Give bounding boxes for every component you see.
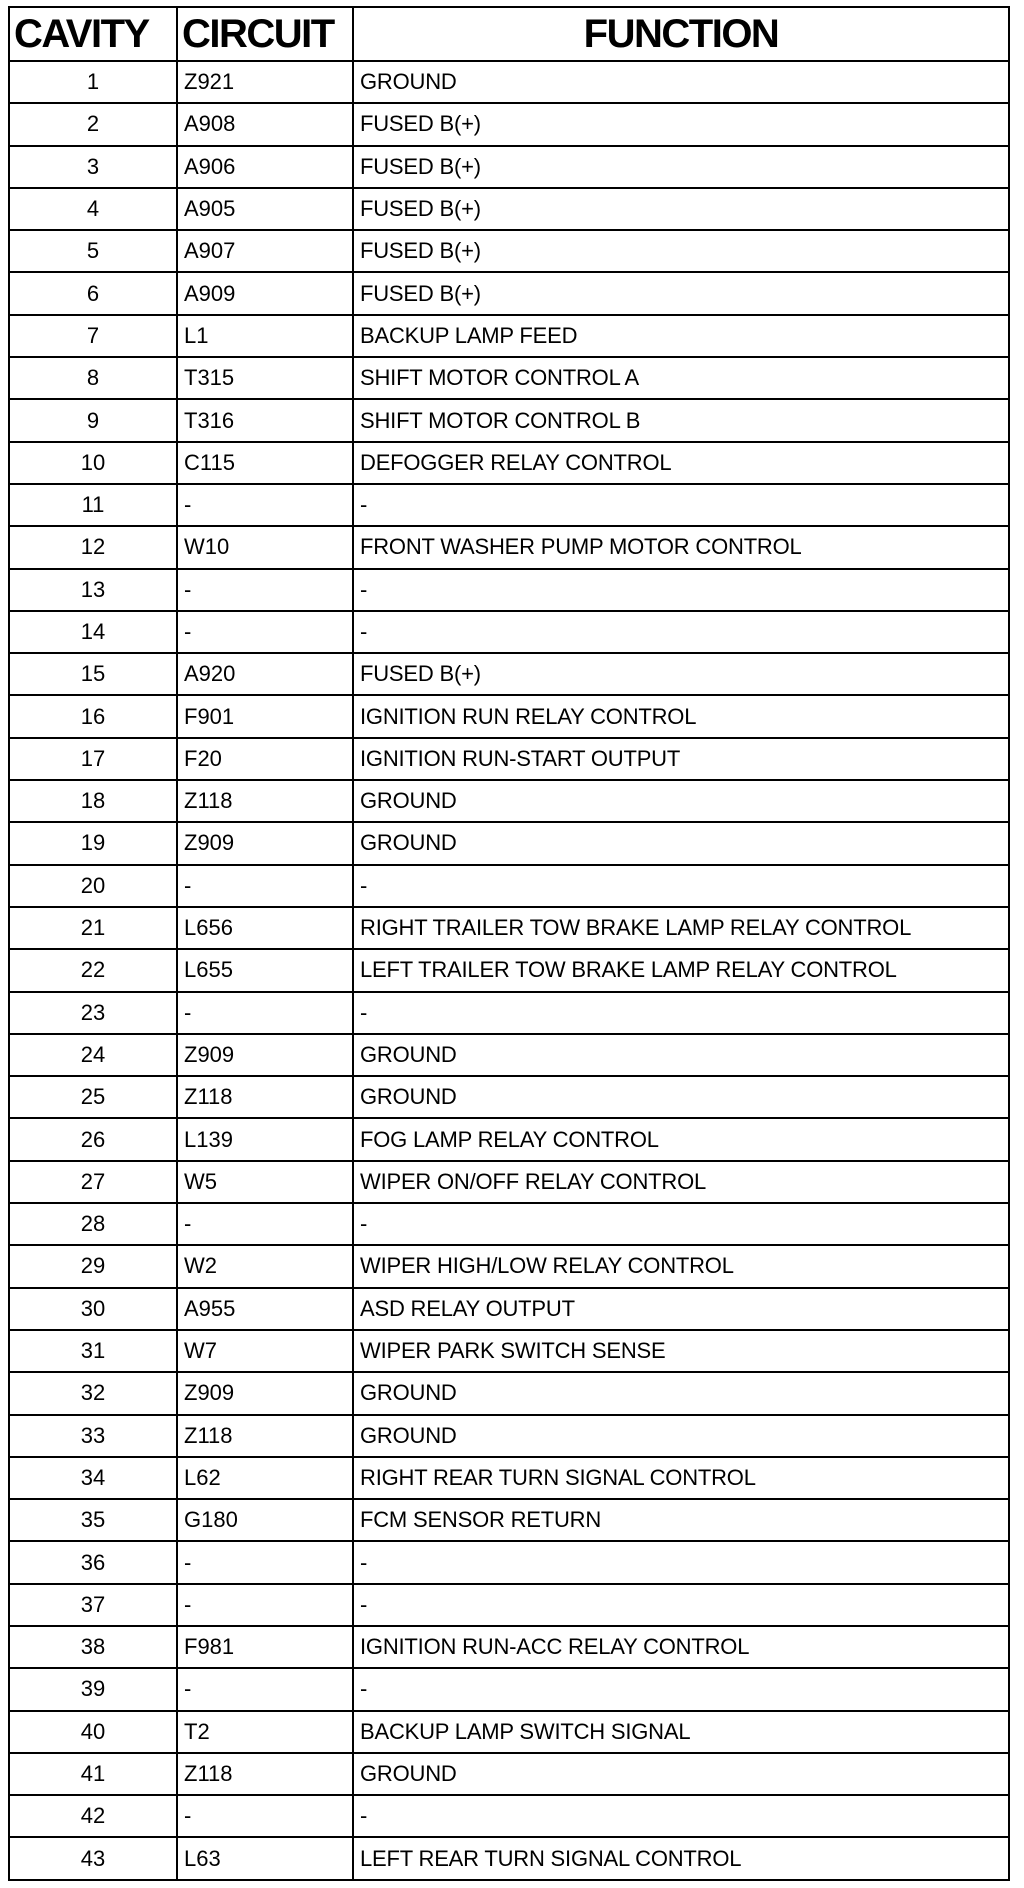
- cavity-cell: 3: [9, 146, 177, 188]
- function-cell: LEFT TRAILER TOW BRAKE LAMP RELAY CONTROL: [353, 949, 1009, 991]
- cavity-cell: 37: [9, 1584, 177, 1626]
- circuit-cell: Z909: [177, 822, 353, 864]
- header-row: [9, 7, 1009, 61]
- function-cell: GROUND: [353, 1415, 1009, 1457]
- circuit-cell: W7: [177, 1330, 353, 1372]
- cavity-cell: 16: [9, 695, 177, 737]
- circuit-cell: -: [177, 865, 353, 907]
- table-row: [9, 1203, 1009, 1245]
- function-cell: -: [353, 569, 1009, 611]
- cavity-cell: 14: [9, 611, 177, 653]
- cavity-cell: 29: [9, 1245, 177, 1287]
- function-cell: GROUND: [353, 1076, 1009, 1118]
- table-row: [9, 653, 1009, 695]
- function-cell: LEFT REAR TURN SIGNAL CONTROL: [353, 1837, 1009, 1879]
- function-cell: -: [353, 865, 1009, 907]
- header-circuit: CIRCUIT: [177, 7, 353, 61]
- circuit-cell: T315: [177, 357, 353, 399]
- function-cell: -: [353, 611, 1009, 653]
- circuit-cell: C115: [177, 442, 353, 484]
- function-cell: IGNITION RUN-ACC RELAY CONTROL: [353, 1626, 1009, 1668]
- table-row: [9, 1541, 1009, 1583]
- table-row: [9, 865, 1009, 907]
- table-row: [9, 484, 1009, 526]
- function-cell: WIPER PARK SWITCH SENSE: [353, 1330, 1009, 1372]
- function-cell: FUSED B(+): [353, 146, 1009, 188]
- function-cell: FUSED B(+): [353, 653, 1009, 695]
- cavity-cell: 4: [9, 188, 177, 230]
- circuit-cell: -: [177, 992, 353, 1034]
- cavity-cell: 34: [9, 1457, 177, 1499]
- cavity-cell: 25: [9, 1076, 177, 1118]
- table-row: [9, 188, 1009, 230]
- circuit-cell: L139: [177, 1118, 353, 1160]
- function-cell: ASD RELAY OUTPUT: [353, 1288, 1009, 1330]
- function-cell: GROUND: [353, 822, 1009, 864]
- cavity-cell: 36: [9, 1541, 177, 1583]
- function-cell: FUSED B(+): [353, 230, 1009, 272]
- cavity-cell: 24: [9, 1034, 177, 1076]
- cavity-cell: 33: [9, 1415, 177, 1457]
- cavity-cell: 13: [9, 569, 177, 611]
- table-row: [9, 1626, 1009, 1668]
- circuit-cell: A920: [177, 653, 353, 695]
- cavity-cell: 32: [9, 1372, 177, 1414]
- circuit-cell: L1: [177, 315, 353, 357]
- cavity-cell: 19: [9, 822, 177, 864]
- circuit-cell: G180: [177, 1499, 353, 1541]
- table-row: [9, 738, 1009, 780]
- function-cell: FCM SENSOR RETURN: [353, 1499, 1009, 1541]
- table-row: [9, 1457, 1009, 1499]
- cavity-cell: 12: [9, 526, 177, 568]
- cavity-cell: 6: [9, 272, 177, 314]
- table-row: [9, 146, 1009, 188]
- cavity-cell: 9: [9, 399, 177, 441]
- table-row: [9, 272, 1009, 314]
- function-cell: BACKUP LAMP FEED: [353, 315, 1009, 357]
- cavity-cell: 28: [9, 1203, 177, 1245]
- function-cell: BACKUP LAMP SWITCH SIGNAL: [353, 1711, 1009, 1753]
- function-cell: -: [353, 1203, 1009, 1245]
- circuit-cell: A955: [177, 1288, 353, 1330]
- circuit-cell: A909: [177, 272, 353, 314]
- circuit-cell: F901: [177, 695, 353, 737]
- circuit-cell: -: [177, 1668, 353, 1710]
- function-cell: RIGHT TRAILER TOW BRAKE LAMP RELAY CONTROL: [353, 907, 1009, 949]
- table-row: [9, 1161, 1009, 1203]
- table-row: [9, 61, 1009, 103]
- table-row: [9, 1118, 1009, 1160]
- table-row: [9, 1330, 1009, 1372]
- function-cell: IGNITION RUN-START OUTPUT: [353, 738, 1009, 780]
- circuit-cell: Z909: [177, 1034, 353, 1076]
- pinout-rows: [9, 61, 1009, 1880]
- cavity-cell: 38: [9, 1626, 177, 1668]
- cavity-cell: 26: [9, 1118, 177, 1160]
- table-row: [9, 949, 1009, 991]
- table-row: [9, 992, 1009, 1034]
- circuit-cell: -: [177, 1795, 353, 1837]
- table-row: [9, 442, 1009, 484]
- cavity-cell: 42: [9, 1795, 177, 1837]
- circuit-cell: W5: [177, 1161, 353, 1203]
- cavity-cell: 35: [9, 1499, 177, 1541]
- circuit-cell: T2: [177, 1711, 353, 1753]
- table-row: [9, 1795, 1009, 1837]
- table-row: [9, 315, 1009, 357]
- circuit-cell: -: [177, 1203, 353, 1245]
- table-row: [9, 357, 1009, 399]
- function-cell: WIPER ON/OFF RELAY CONTROL: [353, 1161, 1009, 1203]
- function-cell: SHIFT MOTOR CONTROL B: [353, 399, 1009, 441]
- table-row: [9, 103, 1009, 145]
- function-cell: -: [353, 1584, 1009, 1626]
- circuit-cell: W2: [177, 1245, 353, 1287]
- pinout-table: [8, 6, 1010, 1881]
- function-cell: -: [353, 992, 1009, 1034]
- circuit-cell: A907: [177, 230, 353, 272]
- cavity-cell: 2: [9, 103, 177, 145]
- function-cell: -: [353, 484, 1009, 526]
- function-cell: GROUND: [353, 61, 1009, 103]
- function-cell: GROUND: [353, 1372, 1009, 1414]
- circuit-cell: Z909: [177, 1372, 353, 1414]
- circuit-cell: Z118: [177, 780, 353, 822]
- function-cell: GROUND: [353, 1753, 1009, 1795]
- table-row: [9, 1584, 1009, 1626]
- table-row: [9, 907, 1009, 949]
- circuit-cell: A905: [177, 188, 353, 230]
- function-cell: RIGHT REAR TURN SIGNAL CONTROL: [353, 1457, 1009, 1499]
- circuit-cell: Z118: [177, 1076, 353, 1118]
- cavity-cell: 20: [9, 865, 177, 907]
- cavity-cell: 11: [9, 484, 177, 526]
- table-row: [9, 399, 1009, 441]
- circuit-cell: Z118: [177, 1415, 353, 1457]
- circuit-cell: A906: [177, 146, 353, 188]
- function-cell: -: [353, 1795, 1009, 1837]
- circuit-cell: -: [177, 1541, 353, 1583]
- circuit-cell: A908: [177, 103, 353, 145]
- cavity-cell: 30: [9, 1288, 177, 1330]
- circuit-cell: L655: [177, 949, 353, 991]
- table-row: [9, 780, 1009, 822]
- table-row: [9, 1837, 1009, 1879]
- table-row: [9, 1711, 1009, 1753]
- cavity-cell: 8: [9, 357, 177, 399]
- table-row: [9, 1499, 1009, 1541]
- cavity-cell: 7: [9, 315, 177, 357]
- cavity-cell: 23: [9, 992, 177, 1034]
- cavity-cell: 27: [9, 1161, 177, 1203]
- cavity-cell: 39: [9, 1668, 177, 1710]
- function-cell: SHIFT MOTOR CONTROL A: [353, 357, 1009, 399]
- table-row: [9, 569, 1009, 611]
- cavity-cell: 5: [9, 230, 177, 272]
- table-row: [9, 822, 1009, 864]
- table-row: [9, 1753, 1009, 1795]
- cavity-cell: 22: [9, 949, 177, 991]
- circuit-cell: W10: [177, 526, 353, 568]
- function-cell: FOG LAMP RELAY CONTROL: [353, 1118, 1009, 1160]
- circuit-cell: -: [177, 569, 353, 611]
- function-cell: IGNITION RUN RELAY CONTROL: [353, 695, 1009, 737]
- table-row: [9, 611, 1009, 653]
- cavity-cell: 10: [9, 442, 177, 484]
- table-row: [9, 1034, 1009, 1076]
- cavity-cell: 43: [9, 1837, 177, 1879]
- circuit-cell: T316: [177, 399, 353, 441]
- function-cell: FUSED B(+): [353, 188, 1009, 230]
- function-cell: FRONT WASHER PUMP MOTOR CONTROL: [353, 526, 1009, 568]
- table-row: [9, 1076, 1009, 1118]
- function-cell: DEFOGGER RELAY CONTROL: [353, 442, 1009, 484]
- circuit-cell: Z921: [177, 61, 353, 103]
- header-function: FUNCTION: [353, 7, 1009, 61]
- cavity-cell: 15: [9, 653, 177, 695]
- function-cell: FUSED B(+): [353, 272, 1009, 314]
- circuit-cell: F981: [177, 1626, 353, 1668]
- table-row: [9, 1245, 1009, 1287]
- function-cell: FUSED B(+): [353, 103, 1009, 145]
- function-cell: GROUND: [353, 1034, 1009, 1076]
- circuit-cell: -: [177, 484, 353, 526]
- table-row: [9, 1288, 1009, 1330]
- cavity-cell: 31: [9, 1330, 177, 1372]
- circuit-cell: L63: [177, 1837, 353, 1879]
- cavity-cell: 21: [9, 907, 177, 949]
- cavity-cell: 40: [9, 1711, 177, 1753]
- function-cell: -: [353, 1541, 1009, 1583]
- cavity-cell: 41: [9, 1753, 177, 1795]
- circuit-cell: -: [177, 611, 353, 653]
- table-row: [9, 526, 1009, 568]
- cavity-cell: 1: [9, 61, 177, 103]
- circuit-cell: -: [177, 1584, 353, 1626]
- table-row: [9, 1372, 1009, 1414]
- function-cell: WIPER HIGH/LOW RELAY CONTROL: [353, 1245, 1009, 1287]
- header-cavity: CAVITY: [9, 7, 177, 61]
- circuit-cell: L62: [177, 1457, 353, 1499]
- circuit-cell: Z118: [177, 1753, 353, 1795]
- circuit-cell: L656: [177, 907, 353, 949]
- function-cell: -: [353, 1668, 1009, 1710]
- function-cell: GROUND: [353, 780, 1009, 822]
- cavity-cell: 17: [9, 738, 177, 780]
- table-row: [9, 1668, 1009, 1710]
- table-row: [9, 230, 1009, 272]
- cavity-cell: 18: [9, 780, 177, 822]
- table-row: [9, 1415, 1009, 1457]
- circuit-cell: F20: [177, 738, 353, 780]
- table-row: [9, 695, 1009, 737]
- connector-pinout-sheet: [8, 6, 1008, 1881]
